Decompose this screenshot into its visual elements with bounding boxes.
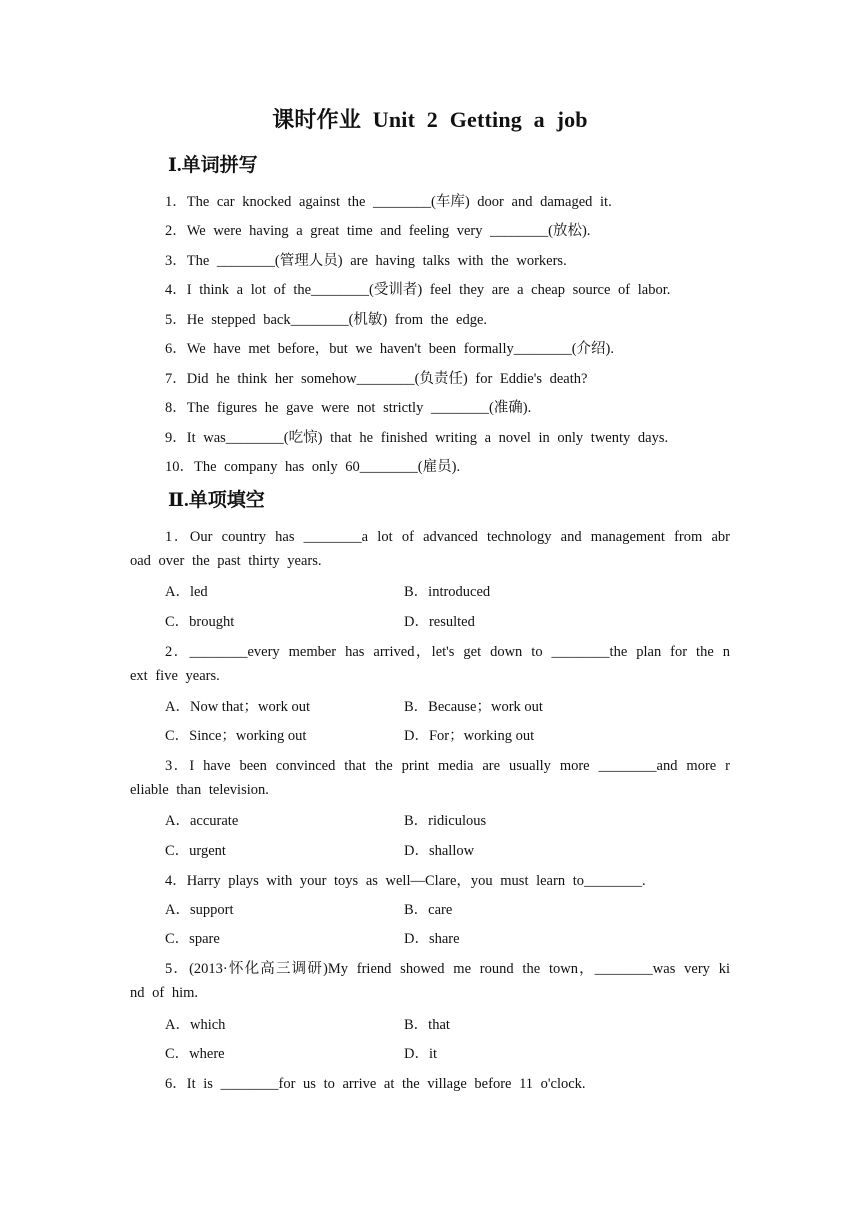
spelling-item: 2．We were having a great time and feeling very ________(放松). (165, 223, 591, 239)
question-stem-continued: eliable than television. (130, 782, 269, 798)
option-b: B．ridiculous (404, 813, 487, 829)
question-stem: 4．Harry plays with your toys as well—Clare，you must learn to________. (165, 873, 646, 889)
option-b: B．Because；work out (404, 699, 543, 715)
question-stem-continued: oad over the past thirty years. (130, 553, 322, 569)
question-stem: 5．(2013·怀化高三调研)My friend showed me round the town，________was very ki (165, 961, 730, 977)
option-d: D．share (404, 931, 460, 947)
spelling-item: 10．The company has only 60________(雇员). (165, 459, 461, 475)
option-d: D．shallow (404, 843, 475, 859)
spelling-item: 7．Did he think her somehow________(负责任) for Eddie's death? (165, 371, 588, 387)
question-stem: 1．Our country has ________a lot of advanced technology and management from abr (165, 529, 730, 545)
spelling-item: 4．I think a lot of the________(受训者) feel they are a cheap source of labor. (165, 282, 671, 298)
section-heading-spelling: Ⅰ.单词拼写 (168, 155, 258, 176)
option-a: A．accurate (165, 813, 239, 829)
option-a: A．support (165, 902, 234, 918)
spelling-item: 5．He stepped back________(机敏) from the edge. (165, 312, 488, 328)
page-title: 课时作业 Unit 2 Getting a job (272, 107, 588, 132)
option-a: A．Now that；work out (165, 699, 310, 715)
spelling-item: 6．We have met before，but we haven't been formally________(介绍). (165, 341, 615, 357)
option-c: C．brought (165, 614, 235, 630)
option-d: D．For；working out (404, 728, 535, 744)
section-heading-multiple-choice: Ⅱ.单项填空 (168, 490, 265, 511)
option-c: C．spare (165, 931, 220, 947)
question-stem-continued: nd of him. (130, 985, 199, 1001)
option-b: B．introduced (404, 584, 491, 600)
option-c: C．urgent (165, 843, 226, 859)
question-stem-continued: ext five years. (130, 668, 220, 684)
option-a: A．led (165, 584, 208, 600)
question-stem: 2．________every member has arrived，let's get down to ________the plan for the n (165, 644, 730, 660)
option-d: D．it (404, 1046, 438, 1062)
option-b: B．that (404, 1017, 450, 1033)
option-b: B．care (404, 902, 453, 918)
option-c: C．Since；working out (165, 728, 307, 744)
option-c: C．where (165, 1046, 225, 1062)
question-stem: 6．It is ________for us to arrive at the village before 11 o'clock. (165, 1076, 586, 1092)
option-d: D．resulted (404, 614, 475, 630)
option-a: A．which (165, 1017, 226, 1033)
spelling-item: 8．The figures he gave were not strictly ________(准确). (165, 400, 532, 416)
spelling-item: 9．It was________(吃惊) that he finished writing a novel in only twenty days. (165, 430, 669, 446)
question-stem: 3．I have been convinced that the print media are usually more ________and more r (165, 758, 730, 774)
spelling-item: 3．The ________(管理人员) are having talks with the workers. (165, 253, 567, 269)
spelling-item: 1．The car knocked against the ________(车库) door and damaged it. (165, 194, 612, 210)
